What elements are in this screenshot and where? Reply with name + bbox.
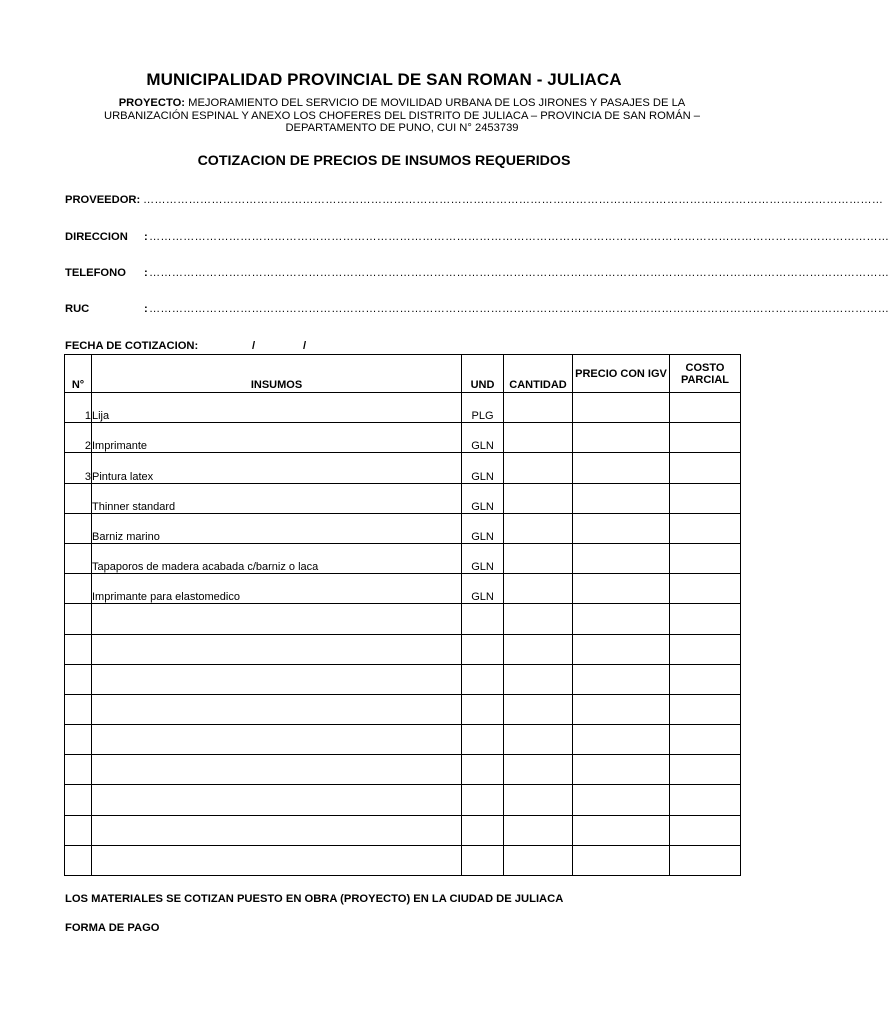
row-insumo: Imprimante para elastomedico	[92, 574, 462, 604]
empty-cell[interactable]	[92, 634, 462, 664]
empty-cell[interactable]	[670, 725, 741, 755]
empty-cell[interactable]	[670, 604, 741, 634]
empty-cell[interactable]	[504, 694, 573, 724]
row-costo[interactable]	[670, 543, 741, 573]
row-cantidad[interactable]	[504, 483, 573, 513]
empty-cell[interactable]	[92, 604, 462, 634]
direccion-label: DIRECCION	[65, 231, 128, 243]
empty-cell[interactable]	[65, 634, 92, 664]
empty-cell[interactable]	[92, 755, 462, 785]
project-text: MEJORAMIENTO DEL SERVICIO DE MOVILIDAD URBANA DE LOS JIRONES Y PASAJES DE LA URBANIZACIÓN ESPINAL Y ANEXO LOS CHOFERES DEL DISTRITO DE JULIACA – PROVINCIA DE SAN ROMÁN – DEPARTAMENTO DE PUNO, CUI N° 2453739	[104, 97, 700, 135]
document-subtitle: COTIZACION DE PRECIOS DE INSUMOS REQUERIDOS	[197, 153, 571, 169]
empty-cell[interactable]	[65, 604, 92, 634]
empty-cell[interactable]	[92, 664, 462, 694]
insumos-table	[64, 354, 741, 876]
row-insumo: Thinner standard	[92, 483, 462, 513]
table-row-empty	[65, 634, 741, 664]
row-num	[65, 574, 92, 604]
empty-cell[interactable]	[504, 845, 573, 875]
field-telefono	[65, 267, 889, 279]
empty-cell[interactable]	[462, 755, 504, 785]
fecha-label: FECHA DE COTIZACION:	[65, 340, 199, 352]
table-row-empty	[65, 845, 741, 875]
empty-cell[interactable]	[65, 815, 92, 845]
table-row	[65, 574, 741, 604]
table-row-empty	[65, 815, 741, 845]
row-und: GLN	[462, 453, 504, 483]
empty-cell[interactable]	[65, 694, 92, 724]
table-row-empty	[65, 604, 741, 634]
empty-cell[interactable]	[462, 845, 504, 875]
table-row-empty	[65, 664, 741, 694]
telefono-colon: :	[144, 267, 148, 279]
row-costo[interactable]	[670, 423, 741, 453]
header-costo: COSTO PARCIAL	[670, 355, 741, 393]
field-ruc	[65, 303, 889, 315]
empty-cell[interactable]	[504, 815, 573, 845]
empty-cell[interactable]	[573, 785, 670, 815]
empty-cell[interactable]	[92, 785, 462, 815]
empty-cell[interactable]	[670, 785, 741, 815]
empty-cell[interactable]	[462, 725, 504, 755]
row-num	[65, 483, 92, 513]
empty-cell[interactable]	[92, 845, 462, 875]
row-num: 2	[65, 423, 92, 453]
empty-cell[interactable]	[65, 664, 92, 694]
row-und: GLN	[462, 423, 504, 453]
project-label: PROYECTO:	[118, 97, 186, 109]
field-direccion	[65, 231, 889, 243]
empty-cell[interactable]	[65, 785, 92, 815]
empty-cell[interactable]	[92, 815, 462, 845]
row-precio[interactable]	[573, 453, 670, 483]
row-costo[interactable]	[670, 513, 741, 543]
empty-cell[interactable]	[670, 634, 741, 664]
row-und: GLN	[462, 574, 504, 604]
field-proveedor	[65, 194, 884, 206]
empty-cell[interactable]	[462, 664, 504, 694]
empty-cell[interactable]	[573, 604, 670, 634]
materials-note: LOS MATERIALES SE COTIZAN PUESTO EN OBRA (PROYECTO) EN LA CIUDAD DE JULIACA	[65, 893, 564, 905]
empty-cell[interactable]	[504, 664, 573, 694]
header-cantidad: CANTIDAD	[504, 355, 573, 393]
empty-cell[interactable]	[462, 815, 504, 845]
row-und: GLN	[462, 483, 504, 513]
header-und: UND	[462, 355, 504, 393]
row-insumo: Pintura latex	[92, 453, 462, 483]
row-precio[interactable]	[573, 513, 670, 543]
row-costo[interactable]	[670, 483, 741, 513]
table-row	[65, 423, 741, 453]
row-costo[interactable]	[670, 574, 741, 604]
row-und: GLN	[462, 513, 504, 543]
empty-cell[interactable]	[573, 694, 670, 724]
fecha-separator-1: /	[252, 340, 256, 352]
empty-cell[interactable]	[462, 604, 504, 634]
table-row	[65, 483, 741, 513]
ruc-dots[interactable]: ……………………………………………………………………………………………………………………………………………………………………………	[149, 303, 889, 315]
empty-cell[interactable]	[573, 664, 670, 694]
header-insumos: INSUMOS	[92, 355, 462, 393]
row-insumo: Imprimante	[92, 423, 462, 453]
table-header-row	[65, 355, 741, 393]
row-costo[interactable]	[670, 393, 741, 423]
empty-cell[interactable]	[573, 755, 670, 785]
empty-cell[interactable]	[573, 815, 670, 845]
row-und: GLN	[462, 543, 504, 573]
header-num: N°	[65, 355, 92, 393]
row-und: PLG	[462, 393, 504, 423]
table-row	[65, 513, 741, 543]
row-insumo: Tapaporos de madera acabada c/barniz o laca	[92, 543, 462, 573]
table-row	[65, 543, 741, 573]
row-precio[interactable]	[573, 393, 670, 423]
row-cantidad[interactable]	[504, 453, 573, 483]
row-insumo: Barniz marino	[92, 513, 462, 543]
empty-cell[interactable]	[462, 634, 504, 664]
table-row	[65, 453, 741, 483]
empty-cell[interactable]	[670, 694, 741, 724]
empty-cell[interactable]	[504, 785, 573, 815]
table-row	[65, 393, 741, 423]
row-num: 3	[65, 453, 92, 483]
table-row-empty	[65, 755, 741, 785]
empty-cell[interactable]	[573, 845, 670, 875]
empty-cell[interactable]	[670, 815, 741, 845]
row-cantidad[interactable]	[504, 513, 573, 543]
empty-cell[interactable]	[504, 604, 573, 634]
row-num	[65, 543, 92, 573]
empty-cell[interactable]	[92, 725, 462, 755]
empty-cell[interactable]	[504, 725, 573, 755]
table-row-empty	[65, 694, 741, 724]
empty-cell[interactable]	[504, 634, 573, 664]
empty-cell[interactable]	[92, 694, 462, 724]
direccion-colon: :	[144, 231, 148, 243]
row-num	[65, 513, 92, 543]
row-cantidad[interactable]	[504, 393, 573, 423]
proveedor-dots[interactable]: ……………………………………………………………………………………………………………………………………………………………………………	[143, 194, 884, 206]
row-precio[interactable]	[573, 543, 670, 573]
empty-cell[interactable]	[65, 845, 92, 875]
empty-cell[interactable]	[65, 725, 92, 755]
row-insumo: Lija	[92, 393, 462, 423]
empty-cell[interactable]	[462, 785, 504, 815]
row-cantidad[interactable]	[504, 574, 573, 604]
empty-cell[interactable]	[573, 634, 670, 664]
table-row-empty	[65, 725, 741, 755]
empty-cell[interactable]	[670, 845, 741, 875]
forma-de-pago-label: FORMA DE PAGO	[65, 922, 160, 934]
row-cantidad[interactable]	[504, 423, 573, 453]
row-costo[interactable]	[670, 453, 741, 483]
empty-cell[interactable]	[462, 694, 504, 724]
field-fecha	[65, 340, 307, 352]
empty-cell[interactable]	[670, 664, 741, 694]
ruc-label: RUC	[65, 303, 90, 315]
row-precio[interactable]	[573, 574, 670, 604]
empty-cell[interactable]	[573, 725, 670, 755]
row-cantidad[interactable]	[504, 543, 573, 573]
telefono-label: TELEFONO	[65, 267, 126, 279]
fecha-separator-2: /	[303, 340, 307, 352]
telefono-dots[interactable]: ……………………………………………………………………………………………………………………………………………………………………………	[149, 267, 889, 279]
row-precio[interactable]	[573, 423, 670, 453]
ruc-colon: :	[144, 303, 148, 315]
direccion-dots[interactable]: ……………………………………………………………………………………………………………………………………………………………………………	[149, 231, 889, 243]
row-precio[interactable]	[573, 483, 670, 513]
empty-cell[interactable]	[504, 755, 573, 785]
row-num: 1	[65, 393, 92, 423]
document-title: MUNICIPALIDAD PROVINCIAL DE SAN ROMAN - JULIACA	[146, 70, 622, 89]
header-precio: PRECIO CON IGV	[573, 355, 670, 393]
project-description	[84, 97, 720, 135]
empty-cell[interactable]	[670, 755, 741, 785]
proveedor-label: PROVEEDOR:	[65, 194, 141, 206]
empty-cell[interactable]	[65, 755, 92, 785]
table-row-empty	[65, 785, 741, 815]
